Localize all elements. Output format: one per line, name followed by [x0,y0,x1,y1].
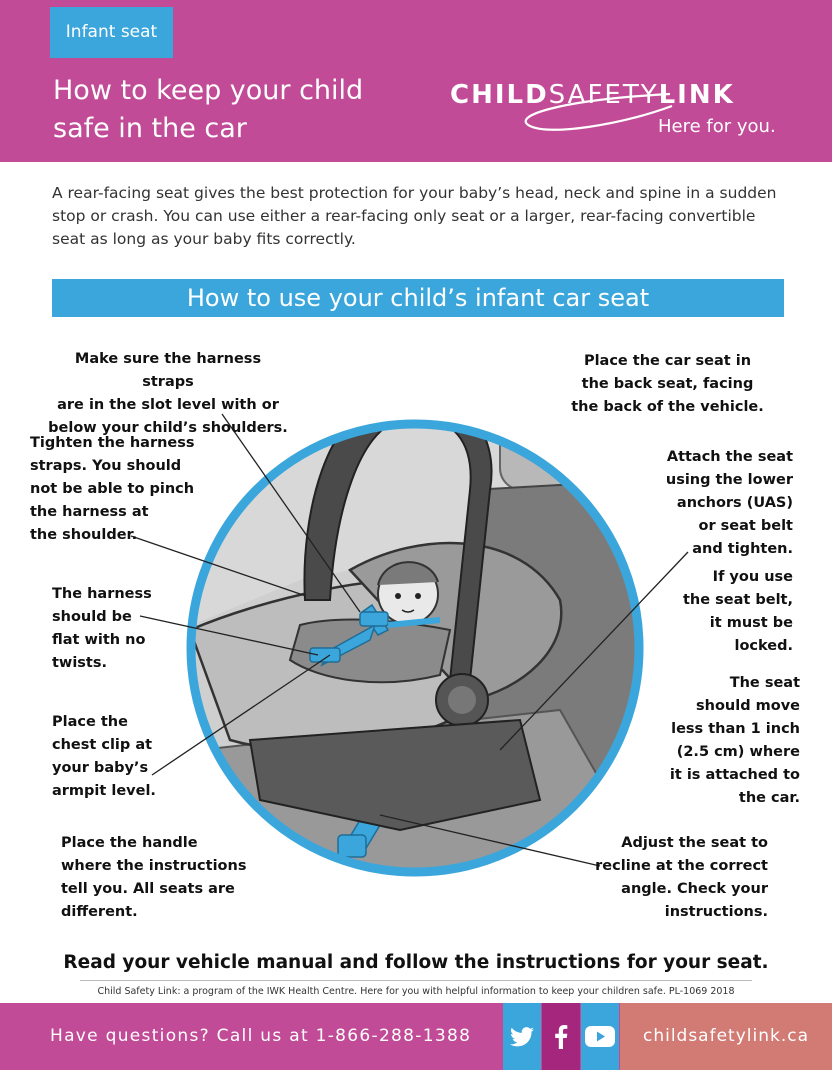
note-line: Make sure the harness straps [74,351,262,390]
page-title [53,72,433,148]
note-line: below your child’s shoulders. [48,420,288,436]
twitter-icon[interactable] [503,1003,541,1070]
note-line: Place the [52,714,128,730]
section-banner: How to use your child’s infant car seat [52,279,784,317]
note-line: should be [52,609,132,625]
child-safety-link-logo [440,70,820,150]
note-line: or seat belt [698,518,793,534]
note-line: instructions. [664,904,768,920]
note-line: locked. [734,638,793,654]
note-line: If you use [712,569,793,585]
note-line: the back seat, facing [581,376,754,392]
note-line: straps. You should [30,458,182,474]
note-line: the harness at [30,504,149,520]
twitter-bird-icon [510,1027,534,1047]
note-line: Tighten the harness [30,435,195,451]
category-tag: Infant seat [50,7,173,58]
note-line: tell you. All seats are [61,881,235,897]
note-line: should move [696,698,800,714]
note-line: different. [61,904,138,920]
youtube-icon[interactable] [581,1003,619,1070]
contact-phone: Have questions? Call us at 1-866-288-1388 [50,1026,472,1046]
youtube-play-icon [585,1026,615,1047]
note-line: The harness [52,586,152,602]
facebook-f-icon [554,1025,568,1049]
note-line: recline at the correct [595,858,768,874]
title-line-1: How to keep your child [53,75,364,106]
note-line: Place the handle [61,835,198,851]
note-line: The seat [729,675,800,691]
title-line-2: safe in the car [53,113,247,144]
closing-statement: Read your vehicle manual and follow the instructions for your seat. [63,952,769,973]
note-line: flat with no [52,632,146,648]
note-seat-movement [640,672,800,810]
note-line: twists. [52,655,107,671]
note-line: the back of the vehicle. [571,399,764,415]
note-harness-slot [48,348,288,440]
note-attach-seat [640,446,793,561]
note-recline-angle [588,832,768,924]
note-line: and tighten. [692,541,793,557]
website-link[interactable]: childsafetylink.ca [620,1003,832,1070]
logo-wordmark [450,80,735,110]
note-line: (2.5 cm) where [676,744,800,760]
credit-line: Child Safety Link: a program of the IWK Health Centre. Here for you with helpful information to keep your children safe. PL-1069 2018 [97,986,735,997]
note-line: the car. [738,790,800,806]
note-line: using the lower [665,472,793,488]
note-harness-flat [52,583,172,675]
note-line: Attach the seat [666,449,793,465]
note-chest-clip [52,711,182,803]
note-seat-belt-locked [660,566,793,658]
note-line: the shoulder. [30,527,138,543]
note-line: it is attached to [669,767,800,783]
note-line: Place the car seat in [583,353,752,369]
header-band [0,0,832,162]
note-line: anchors (UAS) [676,495,793,511]
note-back-seat [560,350,775,419]
note-tighten-harness [30,432,210,547]
note-line: less than 1 inch [671,721,800,737]
logo-tagline: Here for you. [658,116,776,137]
note-line: it must be [709,615,793,631]
note-line: your baby’s [52,760,149,776]
intro-paragraph: A rear-facing seat gives the best protection for your baby’s head, neck and spine in a sudden stop or crash. You can use either a rear-facing only seat or a larger, rear-facing convertible seat as long as your baby fits correctly. [52,184,777,248]
note-line: chest clip at [52,737,153,753]
logo-word-child: CHILD [450,80,549,110]
note-line: where the instructions [61,858,247,874]
divider [80,980,752,981]
note-line: Adjust the seat to [621,835,768,851]
note-line: the seat belt, [683,592,793,608]
note-line: are in the slot level with or [57,397,279,413]
facebook-icon[interactable] [542,1003,580,1070]
note-line: armpit level. [52,783,156,799]
logo-word-safety: SAFETY [548,80,659,110]
note-line: angle. Check your [621,881,768,897]
logo-word-link: LINK [658,80,735,110]
note-line: not be able to pinch [30,481,195,497]
note-handle [61,832,261,924]
footer-band [0,1003,832,1070]
